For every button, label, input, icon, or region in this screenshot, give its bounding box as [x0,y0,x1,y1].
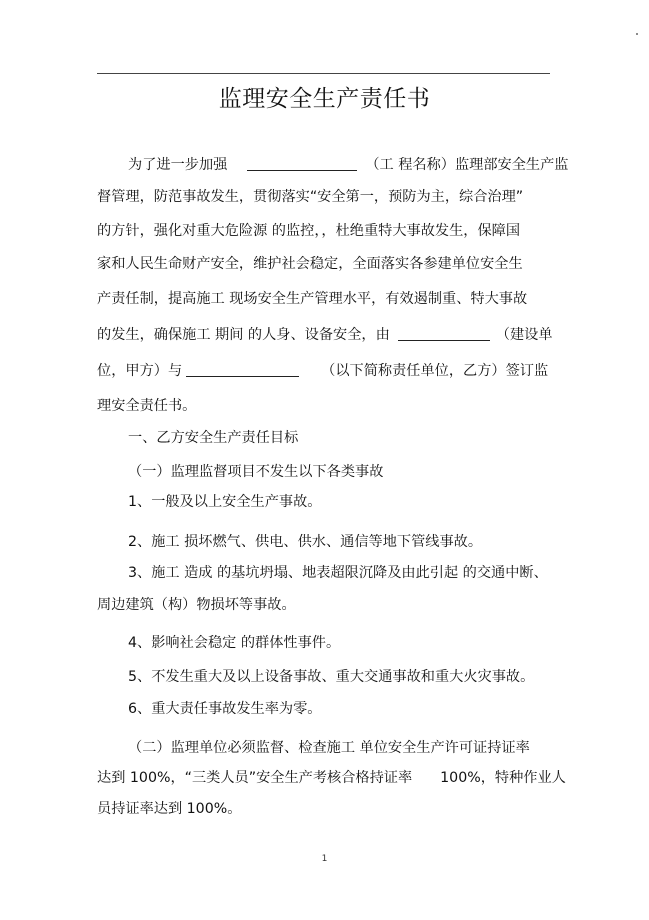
party-b-blank [186,362,299,377]
page-number: 1 [321,854,328,864]
list-item-3-cont: 周边建筑（构）物损坏等事故。 [97,597,296,613]
intro-text-6b: （建设单 [495,327,553,343]
subsection-2-line-2 [97,768,566,788]
intro-line-5: 产责任制，提高施工 现场安全生产管理水平，有效遏制重、特大事故 [97,291,528,307]
intro-line-3: 的方针，强化对重大危险源 的监控，，杜绝重特大事故发生，保障国 [97,223,521,239]
intro-line-8: 理安全责任书。 [97,398,197,414]
intro-line-6 [97,325,553,345]
intro-text-1b: （工 程名称）监理部安全生产监 [365,157,569,173]
intro-line-7 [97,361,548,381]
subsection-2-text-2b: 100%，特种作业人 [440,770,566,786]
intro-line-2: 督管理，防范事故发生，贯彻落实“安全第一，预防为主，综合治理” [97,189,524,205]
party-a-blank [398,326,490,341]
list-item-6: 6、重大责任事故发生率为零。 [128,701,322,717]
header-rule [97,73,550,74]
list-item-2: 2、施工 损坏燃气、供电、供水、通信等地下管线事故。 [128,534,483,550]
project-name-blank [247,156,357,171]
intro-text-7b: （以下简称责任单位，乙方）签订监 [321,363,549,379]
intro-text-6a: 的发生，确保施工 期间 的人身、设备安全，由 [97,327,390,343]
document-title: 监理安全生产责任书 [218,86,431,112]
section-heading: 一、乙方安全生产责任目标 [128,430,299,446]
subsection-2-line-3: 员持证率达到 100%。 [97,801,242,817]
list-item-4: 4、影响社会稳定 的群体性事件。 [128,635,341,651]
intro-line-4: 家和人民生命财产安全，维护社会稳定，全面落实各参建单位安全生 [97,256,523,272]
list-item-1: 1、一般及以上安全生产事故。 [128,494,322,510]
corner-mark [636,33,638,35]
intro-text-1a: 为了进一步加强 [128,157,228,173]
intro-line-1 [128,155,568,175]
subsection-2-line-1: （二）监理单位必须监督、检查施工 单位安全生产许可证持证率 [128,740,530,756]
subsection-2-text-2a: 达到 100%，“三类人员”安全生产考核合格持证率 [97,770,413,786]
list-item-5: 5、不发生重大及以上设备事故、重大交通事故和重大火灾事故。 [128,669,535,685]
subsection-1-heading: （一）监理监督项目不发生以下各类事故 [128,464,384,480]
list-item-3: 3、施工 造成 的基坑坍塌、地表超限沉降及由此引起 的交通中断、 [128,565,548,581]
intro-text-7a: 位，甲方）与 [97,363,183,379]
